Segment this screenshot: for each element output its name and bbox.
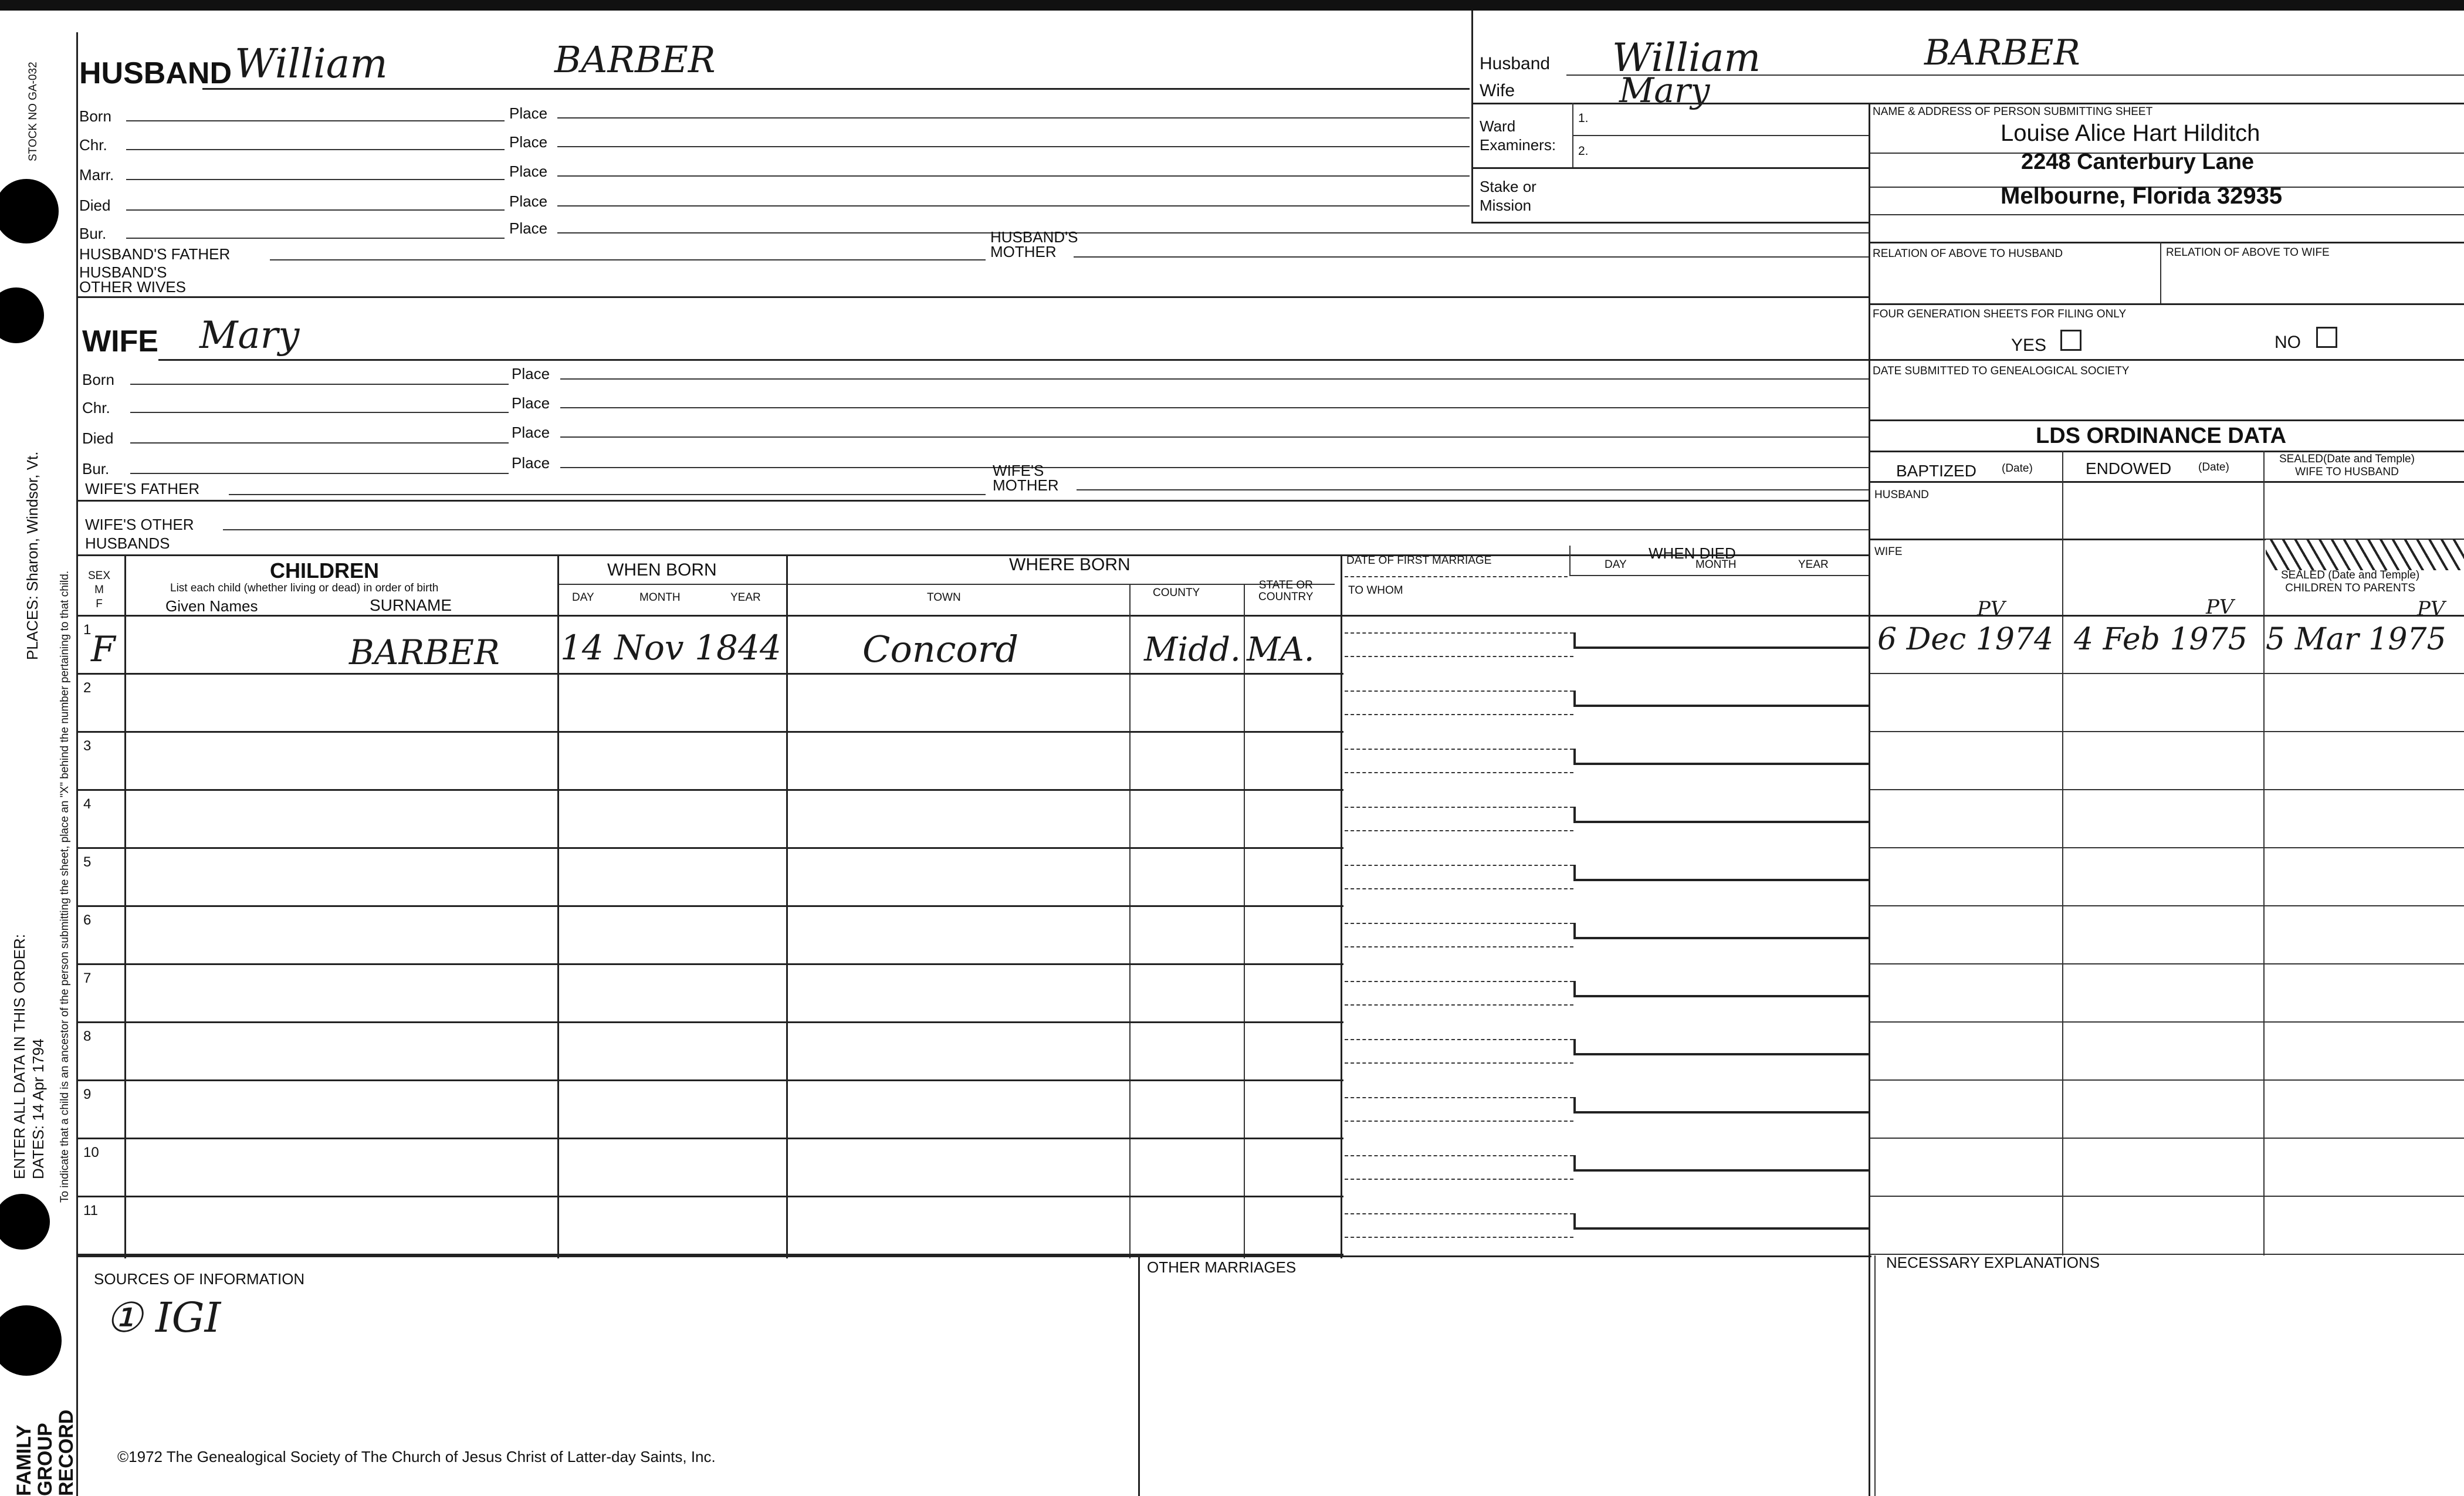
no-label: NO (2275, 333, 2301, 352)
top-edge-band (0, 0, 2464, 11)
child-row-number: 7 (83, 970, 92, 986)
wife-father-bottom-line (76, 500, 1870, 502)
wife-born-place-line[interactable] (560, 378, 1869, 380)
child-row-line (76, 789, 1343, 791)
child-spouse-line[interactable] (1345, 888, 1573, 889)
lds-wife-row-label: WIFE (1874, 546, 1903, 558)
first-marriage-header: DATE OF FIRST MARRIAGE (1346, 554, 1492, 567)
wife-heading: WIFE (82, 324, 158, 358)
wife-chr-date-line[interactable] (130, 412, 509, 413)
husband-born-label: Born (79, 107, 111, 125)
lds-child-row-line (1870, 673, 2464, 674)
dates-note: DATES: 14 Apr 1794 (29, 1038, 47, 1179)
sealed-hatched-area (2266, 540, 2464, 570)
child-row-number: 4 (83, 796, 92, 812)
binder-hole (0, 1305, 62, 1376)
child-row-line (76, 731, 1343, 733)
binder-hole (0, 1194, 50, 1250)
examiner-1: 1. (1578, 111, 1589, 125)
child1-sex[interactable]: F (91, 629, 116, 670)
husband-other-wives-label-1: HUSBAND'S (79, 263, 167, 281)
child-marriage-date-line[interactable] (1345, 1039, 1573, 1040)
wife-mother-line[interactable] (1077, 489, 1869, 490)
submitter-label: NAME & ADDRESS OF PERSON SUBMITTING SHEET (1873, 106, 2153, 118)
first-marriage-dash (1345, 576, 1568, 577)
surname-header: SURNAME (370, 596, 452, 614)
wife-chr-place-label: Place (512, 394, 550, 412)
child-marriage-date-line[interactable] (1345, 1213, 1573, 1214)
stake-mission-label (1480, 177, 1536, 215)
header-wife-given[interactable]: Mary (1619, 70, 1710, 110)
table-bottom-line (76, 1255, 1871, 1257)
husband-mother-label-1: HUSBAND'S (990, 228, 1078, 246)
wife-other-husbands-line[interactable] (223, 529, 1869, 530)
child-died-box[interactable] (1573, 1097, 1869, 1113)
child-spouse-line[interactable] (1345, 1237, 1573, 1238)
wife-other-husbands-label-1: WIFE'S OTHER (85, 516, 194, 533)
wife-father-label: WIFE'S FATHER (85, 480, 200, 497)
sealed-wife-label-1: SEALED(Date and Temple) (2279, 453, 2415, 465)
child-spouse-line[interactable] (1345, 772, 1573, 773)
child-died-box[interactable] (1573, 981, 1869, 997)
sealed-wife-label-2: WIFE TO HUSBAND (2295, 466, 2399, 478)
yes-label: YES (2011, 336, 2047, 355)
child-spouse-line[interactable] (1345, 830, 1573, 831)
child-spouse-line[interactable] (1345, 714, 1573, 715)
header-husband-given[interactable]: William (1612, 35, 1761, 80)
sources-label: SOURCES OF INFORMATION (94, 1270, 305, 1288)
wife-bur-place-label: Place (512, 454, 550, 472)
children-header: CHILDREN (270, 559, 379, 583)
husband-died-date-line[interactable] (126, 209, 505, 211)
yes-checkbox[interactable] (2060, 330, 2081, 351)
child-marriage-date-line[interactable] (1345, 923, 1573, 924)
husband-bur-place-line[interactable] (557, 232, 1869, 233)
county-header: COUNTY (1153, 587, 1200, 599)
wife-mother-label-1: WIFE'S (993, 462, 1044, 479)
child-row-line (76, 1138, 1343, 1139)
endowed-label: ENDOWED (2086, 459, 2172, 478)
town-header: TOWN (927, 591, 961, 604)
born-year-header: YEAR (730, 591, 761, 604)
children-header-bottom-line (76, 615, 2464, 617)
sex-header-3: F (96, 598, 103, 610)
child1-endowed-date[interactable]: 4 Feb 1975 (2074, 622, 2248, 657)
lds-child-row-line (1870, 1079, 2464, 1081)
children-instruction: List each child (whether living or dead) in order of birth (170, 582, 439, 594)
wife-name-line (158, 359, 1869, 361)
child-row-line (76, 847, 1343, 849)
submitter-line-3 (1870, 214, 2464, 215)
four-generation-label: FOUR GENERATION SHEETS FOR FILING ONLY (1873, 308, 2127, 320)
binder-hole (0, 287, 44, 343)
husband-born-date-line[interactable] (126, 120, 505, 121)
lds-husband-row-label: HUSBAND (1874, 489, 1929, 501)
child-row-line (76, 673, 1343, 675)
child1-county[interactable]: Midd. (1144, 631, 1241, 669)
no-checkbox[interactable] (2316, 327, 2337, 348)
wife-given-name[interactable]: Mary (199, 314, 300, 357)
child-row-number: 1 (83, 622, 92, 638)
ancestor-instruction: To indicate that a child is an ancestor of the person submitting the sheet, place an "X" behind the number pertaining to that child. (59, 570, 71, 1203)
county-column-divider (1244, 584, 1245, 1258)
wife-died-label: Died (82, 429, 114, 447)
submitter-bottom-line (1870, 242, 2464, 243)
child-row-line (76, 905, 1343, 907)
places-note: PLACES: Sharon, Windsor, Vt. (23, 451, 41, 660)
sealed-children-label-1: SEALED (Date and Temple) (2281, 569, 2420, 581)
child-row-number: 3 (83, 738, 92, 754)
died-day-header: DAY (1605, 559, 1627, 571)
sources-value[interactable]: ① IGI (106, 1294, 221, 1342)
husband-died-place-label: Place (509, 192, 548, 210)
husband-name-line (202, 88, 1470, 90)
wife-father-line[interactable] (229, 494, 986, 495)
husband-marr-date-line[interactable] (126, 179, 505, 180)
sex-header-1: SEX (88, 570, 111, 582)
necessary-explanations-label: NECESSARY EXPLANATIONS (1886, 1254, 2100, 1271)
husband-other-wives-label (79, 265, 186, 295)
left-border (76, 32, 78, 1496)
copyright-notice: ©1972 The Genealogical Society of The Church of Jesus Christ of Latter-day Saints, Inc. (117, 1448, 716, 1465)
submitter-street: 2248 Canterbury Lane (2021, 150, 2255, 174)
wife-other-husbands-label (85, 515, 194, 553)
baptized-label: BAPTIZED (1896, 462, 1976, 480)
child-spouse-line[interactable] (1345, 1004, 1573, 1006)
sealed-wife-label (2279, 453, 2415, 479)
header-husband-surname[interactable]: BARBER (1924, 32, 2080, 73)
husband-mother-line[interactable] (1074, 256, 1869, 258)
child-spouse-line[interactable] (1345, 1062, 1573, 1064)
lds-header-bottom-line (1870, 481, 2464, 483)
relation-to-wife-label: RELATION OF ABOVE TO WIFE (2166, 246, 2330, 259)
lds-child-row-line (1870, 731, 2464, 732)
child-died-box[interactable] (1573, 1039, 1869, 1055)
lds-child-row-line (1870, 1138, 2464, 1139)
four-gen-bottom-line (1870, 359, 2464, 361)
wife-bur-label: Bur. (82, 460, 110, 478)
husband-father-label: HUSBAND'S FATHER (79, 245, 231, 263)
country-header: COUNTRY (1258, 591, 1314, 603)
husband-other-wives-label-2: OTHER WIVES (79, 278, 187, 296)
sex-header-2: M (94, 584, 104, 596)
child-marriage-date-line[interactable] (1345, 1097, 1573, 1098)
form-title-family: FAMILY (13, 1424, 35, 1496)
child-marriage-date-line[interactable] (1345, 632, 1573, 634)
wife-born-place-label: Place (512, 365, 550, 383)
wife-died-place-label: Place (512, 424, 550, 441)
wife-chr-place-line[interactable] (560, 407, 1869, 408)
date-submitted-label: DATE SUBMITTED TO GENEALOGICAL SOCIETY (1873, 365, 2130, 377)
enter-data-note: ENTER ALL DATA IN THIS ORDER: (11, 933, 28, 1179)
child-row-number: 10 (83, 1145, 99, 1160)
header-wife-line (1471, 103, 2464, 104)
husband-bur-label: Bur. (79, 225, 107, 242)
husband-chr-place-label: Place (509, 133, 548, 151)
to-whom-header: TO WHOM (1348, 584, 1403, 597)
relation-divider (2160, 242, 2161, 303)
husband-given-name[interactable]: William (235, 41, 388, 87)
header-box-left-border (1471, 11, 1473, 222)
child-spouse-line[interactable] (1345, 946, 1573, 947)
child-died-box[interactable] (1573, 923, 1869, 939)
where-born-header: WHERE BORN (1009, 555, 1131, 574)
husband-mother-label-2: MOTHER (990, 243, 1057, 260)
sealed-children-label (2281, 569, 2419, 595)
submitter-city: Melbourne, Florida 32935 (2001, 183, 2283, 209)
died-year-header: YEAR (1798, 559, 1829, 571)
sealed-children-label-2: CHILDREN TO PARENTS (2285, 582, 2415, 594)
child-died-box[interactable] (1573, 1213, 1869, 1230)
husband-marr-place-line[interactable] (557, 175, 1470, 177)
wife-bur-place-line[interactable] (560, 467, 1869, 468)
given-names-header: Given Names (165, 597, 258, 615)
child-row-line (76, 1021, 1343, 1023)
stake-label: Stake or (1480, 178, 1536, 195)
lds-title-line (1870, 451, 2464, 452)
child-row-number: 11 (83, 1203, 98, 1219)
child-died-box[interactable] (1573, 749, 1869, 765)
relation-bottom-line (1870, 303, 2464, 305)
child-marriage-date-line[interactable] (1345, 981, 1573, 982)
when-born-subline (557, 584, 1335, 585)
husband-bur-date-line[interactable] (126, 238, 505, 239)
child-died-box[interactable] (1573, 1155, 1869, 1172)
child-spouse-line[interactable] (1345, 1121, 1573, 1122)
wife-died-date-line[interactable] (130, 442, 509, 444)
husband-surname[interactable]: BARBER (554, 38, 716, 81)
child1-born-date[interactable]: 14 Nov 1844 (560, 628, 781, 668)
child1-sealed-pv: PV (2417, 597, 2445, 621)
other-marriages-divider (1138, 1255, 1140, 1496)
husband-died-place-line[interactable] (557, 205, 1470, 207)
husband-born-place-line[interactable] (557, 117, 1470, 119)
town-column-divider (1129, 584, 1131, 1258)
husband-heading: HUSBAND (79, 56, 232, 90)
when-died-subline (1569, 575, 1869, 576)
husband-born-place-label: Place (509, 104, 548, 122)
wife-born-date-line[interactable] (130, 384, 509, 385)
header-husband-label: Husband (1480, 54, 1551, 73)
born-month-header: MONTH (639, 591, 681, 604)
child-row-line (76, 1079, 1343, 1081)
child-marriage-date-line[interactable] (1345, 807, 1573, 808)
child-died-box[interactable] (1573, 807, 1869, 823)
other-marriages-label: OTHER MARRIAGES (1147, 1258, 1297, 1276)
relation-to-husband-label: RELATION OF ABOVE TO HUSBAND (1873, 248, 2063, 260)
state-header: STATE OR (1258, 579, 1313, 591)
child-spouse-line[interactable] (1345, 1179, 1573, 1180)
husband-chr-label: Chr. (79, 136, 107, 154)
child-marriage-date-line[interactable] (1345, 865, 1573, 866)
ward-label: Ward (1480, 117, 1516, 135)
submitter-name: Louise Alice Hart Hilditch (2001, 120, 2260, 146)
child-spouse-line[interactable] (1345, 656, 1573, 657)
child1-endowed-pv: PV (2206, 595, 2234, 619)
lds-child-row-line (1870, 789, 2464, 790)
wife-died-place-line[interactable] (560, 436, 1869, 438)
baptized-date-label: (Date) (2002, 462, 2033, 475)
form-title-record: RECORD (55, 1409, 77, 1496)
lds-child-row-line (1870, 847, 2464, 848)
child-died-box[interactable] (1573, 632, 1869, 649)
wife-born-label: Born (82, 371, 114, 388)
husband-section-bottom-line (76, 296, 1870, 298)
child-row-line (76, 963, 1343, 965)
born-day-header: DAY (572, 591, 594, 604)
child-row-number: 5 (83, 854, 92, 870)
husband-died-label: Died (79, 197, 111, 214)
lds-divider-2 (2263, 451, 2265, 1255)
lds-divider-1 (2062, 451, 2063, 1255)
child-row-number: 2 (83, 680, 92, 696)
child-row-number: 6 (83, 912, 92, 928)
when-born-header: WHEN BORN (607, 560, 717, 580)
child1-baptized-pv: PV (1977, 597, 2005, 621)
child1-state[interactable]: MA. (1247, 631, 1315, 669)
lds-child-row-line (1870, 1021, 2464, 1023)
died-month-header: MONTH (1695, 559, 1737, 571)
child1-baptized-date[interactable]: 6 Dec 1974 (1877, 622, 2054, 657)
wife-mother-label-2: MOTHER (993, 476, 1059, 494)
state-country-header (1258, 580, 1314, 603)
child-died-box[interactable] (1573, 865, 1869, 881)
child-marriage-date-line[interactable] (1345, 749, 1573, 750)
lds-child-row-line (1870, 1196, 2464, 1197)
examiner-1-line[interactable] (1572, 135, 1869, 136)
wife-section-bottom-line (76, 554, 1870, 556)
husband-father-line[interactable] (270, 259, 986, 260)
child-row-number: 8 (83, 1028, 92, 1044)
child-row-number: 9 (83, 1087, 92, 1102)
lds-title: LDS ORDINANCE DATA (2036, 424, 2287, 448)
mission-label: Mission (1480, 197, 1532, 214)
right-panel-border (1869, 103, 1870, 1496)
husband-chr-date-line[interactable] (126, 149, 505, 150)
husband-bur-place-label: Place (509, 219, 548, 237)
sex-header (88, 569, 110, 611)
husband-mother-label (990, 230, 1078, 259)
stake-bottom-line (1471, 222, 1870, 224)
examiners-label: Examiners: (1480, 136, 1556, 154)
husband-chr-place-line[interactable] (557, 146, 1470, 147)
wife-chr-label: Chr. (82, 399, 110, 417)
child1-sealed-date[interactable]: 5 Mar 1975 (2266, 622, 2446, 657)
stock-number: STOCK NO GA-032 (27, 62, 39, 161)
when-died-header: WHEN DIED (1649, 544, 1736, 562)
when-died-divider (1569, 546, 1571, 575)
husband-marr-place-label: Place (509, 163, 548, 180)
form-title-group: GROUP (34, 1423, 56, 1496)
wife-mother-label (993, 463, 1059, 493)
wife-bur-date-line[interactable] (130, 473, 509, 474)
child1-surname[interactable]: BARBER (349, 632, 500, 672)
child-marriage-date-line[interactable] (1345, 691, 1573, 692)
examiners-bottom-line (1471, 167, 1870, 169)
husband-marr-label: Marr. (79, 166, 114, 184)
binder-hole (0, 179, 59, 243)
wife-other-husbands-label-2: HUSBANDS (85, 534, 170, 552)
lds-child-row-line (1870, 963, 2464, 964)
lds-child-row-line (1870, 905, 2464, 906)
child1-town[interactable]: Concord (862, 628, 1019, 671)
child-died-box[interactable] (1573, 691, 1869, 707)
child-row-line (76, 1196, 1343, 1197)
header-wife-label: Wife (1480, 81, 1515, 100)
date-submitted-bottom-line (1870, 419, 2464, 421)
right-panel-border-inner (1874, 1255, 1876, 1496)
examiner-2: 2. (1578, 144, 1589, 158)
child-marriage-date-line[interactable] (1345, 1155, 1573, 1156)
endowed-date-label: (Date) (2198, 461, 2229, 473)
